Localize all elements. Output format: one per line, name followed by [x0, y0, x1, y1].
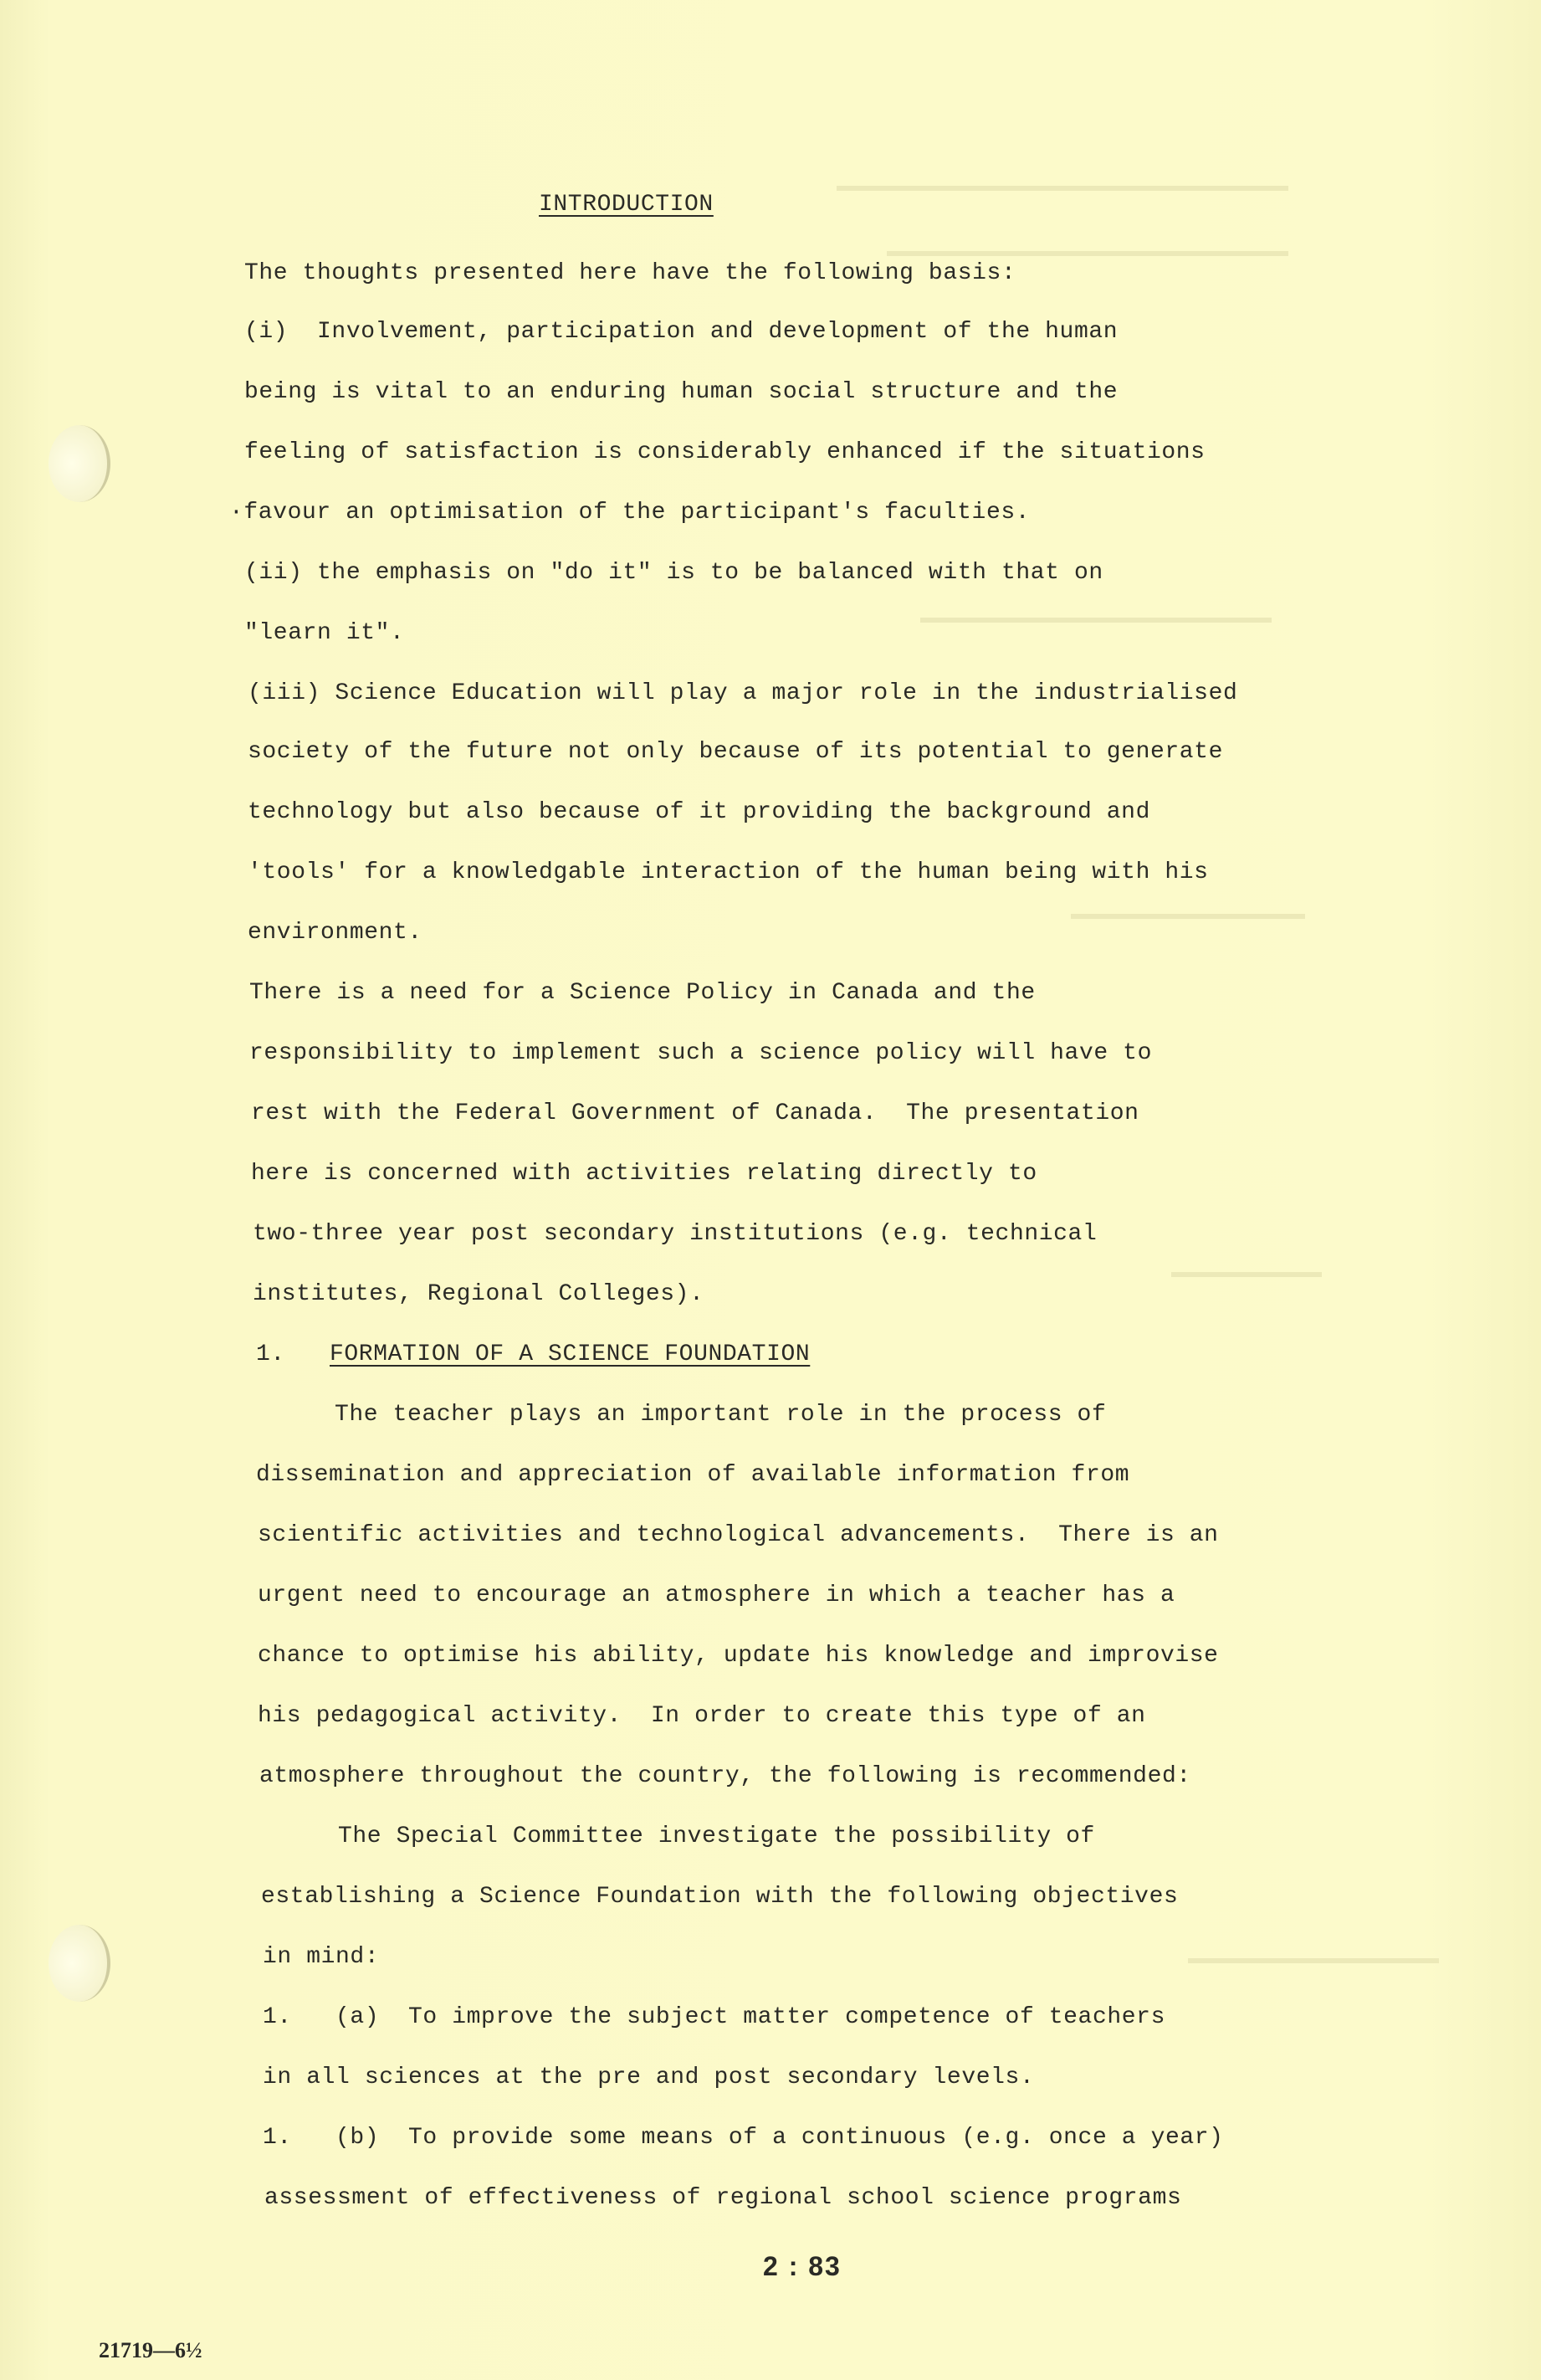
bleed-through-decoration [920, 618, 1272, 623]
text-line: rest with the Federal Government of Canada. The presentation [251, 1100, 1139, 1126]
text-line: responsibility to implement such a science policy will have to [249, 1040, 1152, 1066]
text-line: feeling of satisfaction is considerably enhanced if the situations [244, 439, 1206, 465]
bleed-through-decoration [837, 186, 1288, 191]
text-line: scientific activities and technological advancements. There is an [258, 1522, 1219, 1548]
text-line: being is vital to an enduring human social structure and the [244, 379, 1119, 405]
punch-hole [49, 425, 110, 502]
page-number: 2 : 83 [763, 2251, 842, 2281]
text-line: The Special Committee investigate the possibility of [338, 1823, 1095, 1849]
text-line: atmosphere throughout the country, the following is recommended: [259, 1763, 1191, 1789]
text-line: The thoughts presented here have the following basis: [244, 260, 1016, 286]
text-line: 1. (b) To provide some means of a continuous (e.g. once a year) [263, 2125, 1224, 2151]
text-line: technology but also because of it providing the background and [248, 799, 1150, 825]
print-code: 21719—6½ [99, 2338, 202, 2362]
intro-heading: INTRODUCTION [539, 192, 714, 218]
text-line: (iii) Science Education will play a major role in the industrialised [248, 680, 1238, 706]
text-line: urgent need to encourage an atmosphere in which a teacher has a [258, 1582, 1175, 1608]
text-line: "learn it". [244, 620, 405, 646]
text-line: 'tools' for a knowledgable interaction of the human being with his [248, 859, 1209, 885]
text-line: 1. (a) To improve the subject matter competence of teachers [263, 2004, 1165, 2030]
text-line: in all sciences at the pre and post secondary levels. [263, 2065, 1035, 2090]
bleed-through-decoration [1188, 1958, 1439, 1963]
text-line: ·favour an optimisation of the participant's faculties. [229, 500, 1031, 526]
section-heading: FORMATION OF A SCIENCE FOUNDATION [330, 1341, 811, 1367]
text-line: dissemination and appreciation of available information from [256, 1462, 1130, 1488]
section-number: 1. [256, 1341, 285, 1367]
text-line: environment. [248, 920, 422, 946]
bleed-through-decoration [887, 251, 1288, 256]
text-line: assessment of effectiveness of regional school science programs [264, 2185, 1182, 2211]
text-line: his pedagogical activity. In order to create this type of an [258, 1703, 1146, 1729]
text-line: two-three year post secondary institutions (e.g. technical [253, 1221, 1098, 1247]
text-line: (i) Involvement, participation and development of the human [244, 319, 1119, 345]
text-line: establishing a Science Foundation with the following objectives [261, 1884, 1179, 1910]
text-line: here is concerned with activities relating directly to [251, 1161, 1037, 1187]
text-line: The teacher plays an important role in the process of [335, 1402, 1107, 1428]
bleed-through-decoration [1171, 1272, 1322, 1277]
text-line: There is a need for a Science Policy in Canada and the [249, 980, 1036, 1006]
punch-hole [49, 1925, 110, 2002]
text-line: society of the future not only because of its potential to generate [248, 739, 1223, 765]
bleed-through-decoration [1071, 914, 1305, 919]
text-line: (ii) the emphasis on "do it" is to be balanced with that on [244, 560, 1103, 586]
text-line: institutes, Regional Colleges). [253, 1281, 704, 1307]
text-line: in mind: [263, 1944, 380, 1970]
text-line: chance to optimise his ability, update his knowledge and improvise [258, 1643, 1219, 1669]
